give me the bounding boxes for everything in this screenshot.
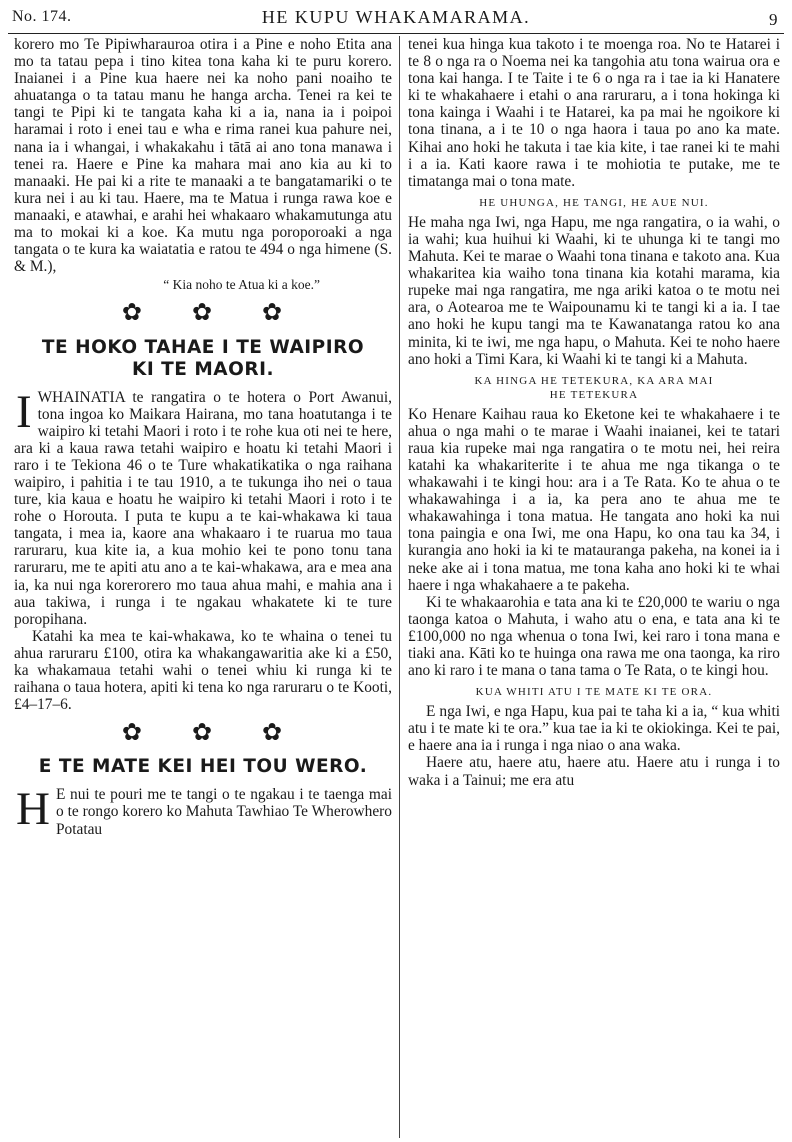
section-paragraph: Ko Henare Kaihau raua ko Eketone kei te whakahaere i te ahua o nga mahi o te marae i Waahi inaianei, kei te tatari raua kia rupeke mai nga rangatira o te motu nei, hei reira katahi ka whakariterite i te ahua me nga tikanga o te whakawahi i te kingi hou: ara i a Te Rata. Ko te ahua o te whakawahinga i a ia, ka pera ano te ahua me te whakawahinga i tona matua. He tangata ano hoki ka nui tona paingia e ona Iwi, me ona Hapu, ko ona tau ka 34, i kurangia ano hoki ia ki te matauranga pakeha, na konei ia i neke ake ai i tona matua, me tona kaha ano hoki ki te whai haere i nga whakahaere a te pakeha. bbox=[408, 405, 780, 594]
page-number: 9 bbox=[769, 10, 778, 29]
ornament-divider: ✿ ✿ ✿ bbox=[121, 300, 305, 327]
section-paragraph: Ki te whakaarohia e tata ana ki te £20,000 te wariu o nga taonga katoa o Mahuta, i waho atu o ena, e tata ana ki te £100,000 no nga whenua o tona Iwi, kei raro i tona mana e tiaki ana. Kāti ko te huinga ona rawa me ona taonga, ka riro ano ki raro i te mana o tana tama o Te Rata, o te kingi hou. bbox=[408, 593, 780, 680]
issue-number: No. 174. bbox=[12, 8, 72, 25]
article-mahuta-death bbox=[14, 756, 392, 837]
article-headline bbox=[14, 337, 392, 381]
subhead-line-2: HE TETEKURA bbox=[549, 388, 639, 401]
hymn-quote: “ Kia noho te Atua ki a koe.” bbox=[163, 277, 320, 293]
section-subhead: HE UHUNGA, HE TANGI, HE AUE NUI. bbox=[479, 196, 709, 209]
section-paragraph: He maha nga Iwi, nga Hapu, me nga rangatira, o ia wahi, o ia wahi; kua huihui ki Waahi, ki te uhunga ki te tangi mo Mahuta. Kei te marae o Waahi tona tinana e takoto ana. Kua whakaritea kia waiho tona tinana kia kotahi marama, kia rupeke mai nga rangatira, me nga ariki katoa o te motu nei ara, o Aotearoa me te Waipounamu ki te tangi ki a ia. I tae ano hoki he kupu tangi ma te Kawanatanga ratou ko ana minita, ki te iwi, me nga hapu, o Mahuta. Kei te noho haere ano hoki a Timi Kara, ki Waahi ki te tangi ki a Mahuta. bbox=[408, 213, 780, 368]
article-paragraph: Katahi ka mea te kai-whakawa, ko te whaina o tenei tu ahua raruraru £100, otira ka whakangawaritia ake ki a £50, ka whakamaua tetahi wahi o tenei whiu ki runga ki te raihana o taua hotera, apiti ki tena ko nga raruraru o te Kooti, £4–17–6. bbox=[14, 627, 392, 714]
continued-paragraph: tenei kua hinga kua takoto i te moenga roa. No te Hatarei i te 8 o nga ra o Noema nei ka tangohia atu tona wairua ora e tona kai hanga. I te Taite i te 6 o nga ra i tae ia ki Hanatere ki te whakahaere i etahi o ana raruraru, a i tona hokinga ki tona kainga i Waahi i te Hatarei, ka pa mai he ngoikore ki tona tinana, a i te 10 o nga haora i taua po ano ka mate. Kihai ano hoki he takuta i tae kia kite, i tae ranei ki te mahi i a ia. Kati kaore rawa i te mohiotia te putake, me te timatanga mai o tona mate. bbox=[408, 36, 780, 190]
section-paragraph: E nga Iwi, e nga Hapu, kua pai te taha ki a ia, “ kua whiti atu i te mate ki te ora.” kua tae ia ki te okiokinga. Kei te pai, e haere ana ia i runga i nga niao o ana waka. bbox=[408, 703, 780, 755]
subhead-line-1: KA HINGA HE TETEKURA, KA ARA MAI bbox=[474, 374, 714, 387]
publication-title: HE KUPU WHAKAMARAMA. bbox=[261, 7, 531, 27]
headline-line-1: TE HOKO TAHAE I TE WAIPIRO bbox=[41, 336, 365, 358]
drop-cap: I bbox=[16, 385, 32, 438]
page-header bbox=[8, 4, 784, 32]
article-headline: E TE MATE KEI HEI TOU WERO. bbox=[38, 756, 368, 778]
section-subhead: KUA WHITI ATU I TE MATE KI TE ORA. bbox=[475, 686, 713, 699]
ornament-divider: ✿ ✿ ✿ bbox=[121, 720, 305, 747]
farewell-paragraph: korero mo Te Pipiwharauroa otira i a Pine e noho Etita ana mo ta tatau pepa i tino kitea tona kaha ki te puru korero. Inaianei i a Pine kua haere nei ka noho pani noaiho te ahuatanga o ta tatau manu he hanga archa. Tenei ra kei te tangi te Pipi ki te tangata kaha ki a ia, nana ia i poipoi haramai i roto i enei tau e wha e rima ranei kua pahure nei, nana ia i whangai, i whakakahu i tātā ai ano tona manawa i tenei ra. Haere e Pine ka mahara mai ano kia au ki to manaaki. He pai ki a rite te manaaki a te bangatamariki o te kura nei i au ki tau. Haere, ma te Matua i runga rawa koe e manaaki, e atawhai, e arahi hei whakaaro whakamutunga atu ma to mokai ki a koe. Ka mutu nga poroporoaki a nga tangata o te kura ka waiatatia e ratou te 494 o nga himene (S. & M.), bbox=[14, 36, 392, 276]
header-rule bbox=[8, 33, 784, 34]
article-liquor-sale bbox=[14, 337, 392, 714]
drop-cap: H bbox=[16, 783, 50, 836]
article-paragraph bbox=[14, 783, 392, 838]
column-divider bbox=[399, 36, 400, 1138]
right-column bbox=[408, 36, 780, 1138]
left-column bbox=[14, 36, 392, 1138]
article-paragraph bbox=[14, 385, 392, 628]
headline-line-2: KI TE MAORI. bbox=[132, 358, 274, 380]
section-subhead bbox=[408, 374, 780, 402]
section-paragraph: Haere atu, haere atu, haere atu. Haere atu i runga i to waka i a Tainui; me era atu bbox=[408, 754, 780, 789]
article-text: WHAINATIA te rangatira o te hotera o Port Awanui, tona ingoa ko Maikara Hairana, mo tana hoatutanga i te waipiro ki tetahi Maori i roto i te rohe kua oti nei te here, ara ki a kaua rawa tetahi waipiro e hoatu ki tetahi Maori i raro i te Tekiona 46 o te Ture whakatikatika o nga raihana waipiro, i pahitia i te tau 1910, a te tukunga iho nei o taua ture, kia kaua e hoatu he waipiro ki tetahi Maori i roto i te rohe o Horouta. I puta te kupu a te kai-whakawa ki taua tangata, i mea ia, kaore ana whakaaro i te ruarua mo taua raruraru, kua kite ia, a kua mohio kei te pono tonu tana raruraru, me te apiti atu ano a te kai-whakawa, ara e mea ana ia, ka nui nga korerorero mo taua ahua mahi, e mahia ana i aua takiwa, i runga i te ngakau whakatete ki te ture poropihana. bbox=[14, 388, 392, 628]
article-text: E nui te pouri me te tangi o te ngakau i te taenga mai o te rongo korero ko Mahuta Tawhiao Te Wherowhero Potatau bbox=[55, 786, 392, 838]
